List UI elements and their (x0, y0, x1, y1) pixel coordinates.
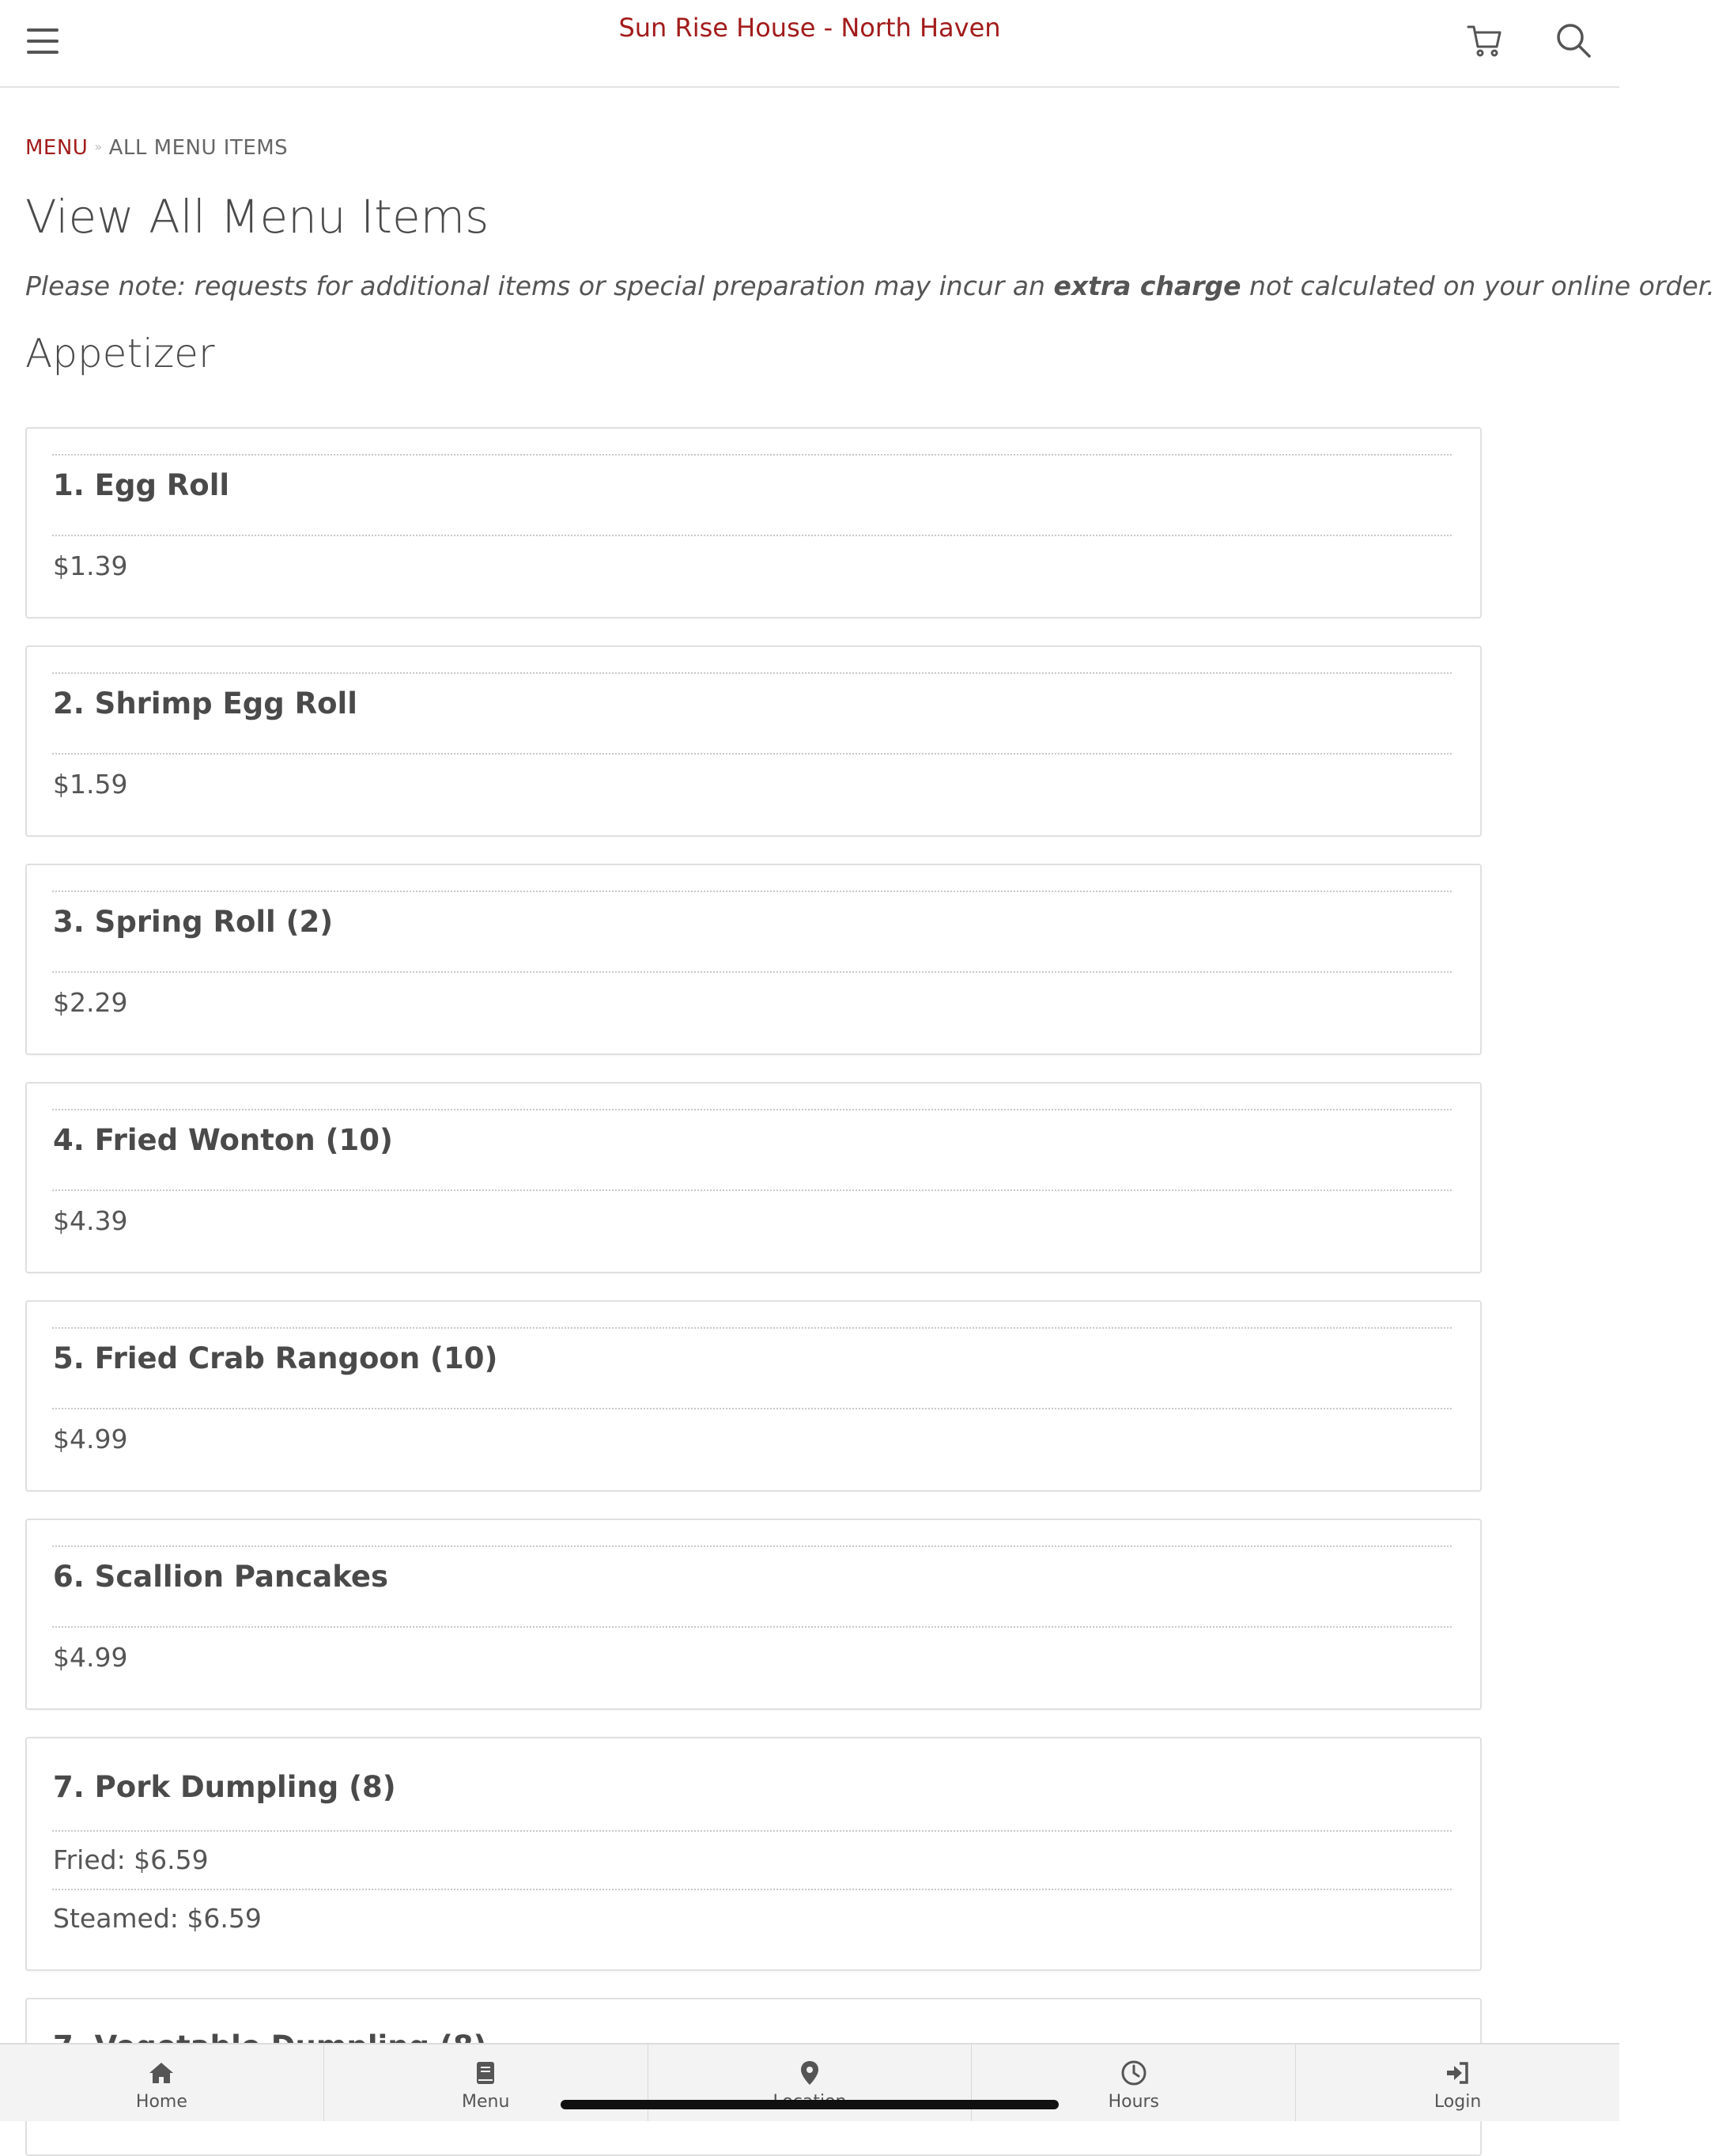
nav-hours[interactable] (972, 2044, 1296, 2121)
home-icon (147, 2059, 176, 2087)
book-icon (471, 2059, 500, 2087)
nav-label: Home (135, 2092, 187, 2112)
menu-item-name[interactable]: 4. Fried Wonton (10) (53, 1123, 393, 1157)
clock-icon (1120, 2059, 1148, 2087)
menu-item-name[interactable]: 2. Shrimp Egg Roll (53, 687, 357, 721)
menu-item-card[interactable] (25, 1519, 1482, 1710)
home-indicator (561, 2100, 1059, 2109)
menu-item-price: $4.99 (53, 1424, 128, 1454)
section-title-appetizer: Appetizer (25, 331, 215, 376)
divider (52, 1626, 1452, 1628)
menu-item-option-price[interactable]: Steamed: $6.59 (53, 1903, 262, 1934)
divider (52, 454, 1452, 456)
nav-home[interactable] (0, 2044, 324, 2121)
top-bar (0, 0, 1619, 88)
menu-item-card[interactable] (25, 1300, 1482, 1492)
divider (52, 971, 1452, 973)
breadcrumb (25, 136, 288, 160)
menu-item-price: $2.29 (53, 987, 128, 1018)
order-note (25, 270, 1715, 301)
menu-item-card[interactable] (25, 1082, 1482, 1273)
menu-item-name[interactable]: 6. Scallion Pancakes (53, 1560, 388, 1594)
divider (52, 1327, 1452, 1329)
note-text-end: not calculated on your online order. (1249, 270, 1715, 301)
menu-item-card[interactable] (25, 1737, 1482, 1971)
menu-item-option-price[interactable]: Fried: $6.59 (53, 1844, 209, 1875)
divider (52, 535, 1452, 536)
nav-login[interactable] (1296, 2044, 1619, 2121)
breadcrumb-separator: » (94, 139, 103, 154)
divider (52, 1408, 1452, 1409)
note-text-start: Please note: requests for additional items or special preparation may incur an (25, 270, 1045, 301)
divider (52, 891, 1452, 892)
divider (52, 1190, 1452, 1191)
menu-item-price: $4.39 (53, 1205, 128, 1236)
login-icon (1444, 2059, 1472, 2087)
menu-item-name[interactable]: 3. Spring Roll (2) (53, 905, 334, 939)
bottom-nav (0, 2043, 1619, 2121)
site-title[interactable]: Sun Rise House - North Haven (618, 13, 1001, 43)
menu-item-card[interactable] (25, 864, 1482, 1055)
nav-label: Login (1434, 2092, 1482, 2112)
divider (52, 753, 1452, 755)
nav-location[interactable] (648, 2044, 973, 2121)
menu-item-card[interactable] (25, 645, 1482, 837)
map-pin-icon (795, 2059, 824, 2087)
nav-label: Hours (1108, 2092, 1160, 2112)
breadcrumb-current: ALL MENU ITEMS (108, 136, 289, 160)
nav-label: Menu (461, 2092, 510, 2112)
menu-item-name[interactable]: 1. Egg Roll (53, 468, 230, 502)
menu-item-price: $4.99 (53, 1642, 128, 1673)
divider (52, 672, 1452, 674)
page-title: View All Menu Items (25, 190, 489, 244)
nav-menu[interactable] (324, 2044, 648, 2121)
menu-item-name[interactable]: 5. Fried Crab Rangoon (10) (53, 1341, 498, 1375)
divider (52, 1889, 1452, 1890)
divider (52, 1109, 1452, 1110)
search-icon[interactable] (1554, 21, 1593, 60)
note-extra-charge: extra charge (1053, 270, 1241, 301)
menu-item-price: $1.59 (53, 769, 128, 800)
menu-item-price: $1.39 (53, 550, 128, 581)
breadcrumb-menu-link[interactable]: MENU (25, 136, 89, 160)
divider (52, 1830, 1452, 1832)
cart-icon[interactable] (1465, 21, 1505, 60)
menu-item-name[interactable]: 7. Pork Dumpling (8) (53, 1770, 396, 1804)
menu-item-card[interactable] (25, 427, 1482, 618)
divider (52, 1545, 1452, 1547)
